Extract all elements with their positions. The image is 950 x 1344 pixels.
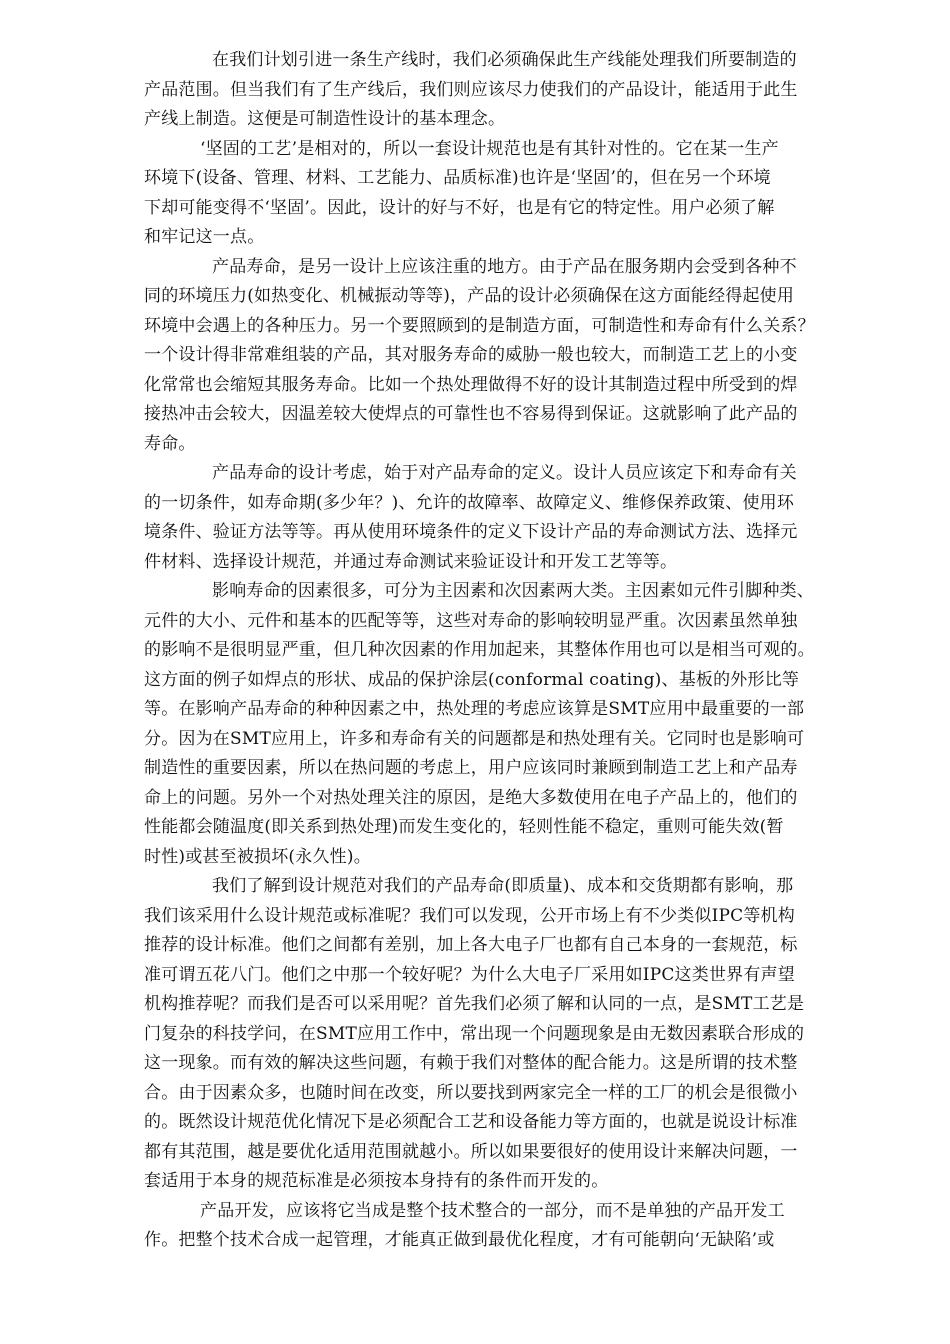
text-line: 我们了解到设计规范对我们的产品寿命(即质量)、成本和交货期都有影响，那: [212, 876, 794, 896]
text-line: 命上的问题。另外一个对热处理关注的原因，是绝大多数使用在电子产品上的，他们的: [144, 787, 798, 808]
text-line: 产品寿命的设计考虑，始于对产品寿命的定义。设计人员应该定下和寿命有关: [212, 463, 797, 483]
text-line: ‘坚固的工艺’是相对的，所以一套设计规范也是有其针对性的。它在某一生产: [200, 138, 779, 159]
text-line: 推荐的设计标准。他们之间都有差别，加上各大电子厂也都有自己本身的一套规范，标: [144, 935, 798, 955]
text-line: 的影响不是很明显严重，但几种次因素的作用加起来，其整体作用也可以是相当可观的。: [144, 640, 815, 660]
body-text: [144, 46, 874, 1256]
text-line: 等。在影响产品寿命的种种因素之中，热处理的考虑应该算是SMT应用中最重要的一部: [144, 699, 805, 719]
text-line: 同的环境压力(如热变化、机械振动等等)，产品的设计必须确保在这方面能经得起使用: [144, 286, 795, 306]
text-line: 境条件、验证方法等等。再从使用环境条件的定义下设计产品的寿命测试方法、选择元: [144, 522, 798, 542]
text-line: 下却可能变得不‘坚固’。因此，设计的好与不好，也是有它的特定性。用户必须了解: [144, 197, 775, 218]
paragraph-product-development: [144, 1197, 874, 1256]
text-line: 套适用于本身的规范标准是必须按本身持有的条件而开发的。: [144, 1171, 609, 1191]
text-line: 一个设计得非常难组装的产品，其对服务寿命的威胁一般也较大，而制造工艺上的小变: [144, 345, 798, 365]
paragraph-product-life: [144, 253, 874, 460]
text-line: 这方面的例子如焊点的形状、成品的保护涂层(conformal coating)、基板的外形比等: [144, 669, 800, 690]
text-line: 寿命。: [144, 433, 196, 454]
text-line: 机构推荐呢？而我们是否可以采用呢？首先我们必须了解和认同的一点，是SMT工艺是: [144, 994, 805, 1014]
text-line: 都有其范围，越是要优化适用范围就越小。所以如果要很好的使用设计来解决问题，一: [144, 1141, 798, 1162]
paragraph-life-factors: [144, 577, 874, 872]
text-line: 产品开发，应该将它当成是整个技术整合的一部分，而不是单独的产品开发工: [200, 1200, 785, 1221]
text-line: 时性)或甚至被损坏(永久性)。: [144, 846, 371, 867]
text-line: 我们该采用什么设计规范或标准呢？我们可以发现，公开市场上有不少类似IPC等机构: [144, 905, 795, 926]
text-line: 影响寿命的因素很多，可分为主因素和次因素两大类。主因素如元件引脚种类、: [212, 581, 814, 601]
paragraph-life-design-definition: [144, 459, 874, 577]
text-line: 的一切条件，如寿命期(多少年？)、允许的故障率、故障定义、维修保养政策、使用环: [144, 492, 795, 513]
text-line: 准可谓五花八门。他们之中那一个较好呢？为什么大电子厂采用如IPC这类世界有声望: [144, 964, 795, 985]
text-line: 制造性的重要因素，所以在热问题的考虑上，用户应该同时兼顾到制造工艺上和产品寿: [144, 758, 798, 778]
text-line: 环境中会遇上的各种压力。另一个要照顾到的是制造方面，可制造性和寿命有什么关系？: [144, 315, 815, 336]
text-line: 和牢记这一点。: [144, 227, 265, 247]
text-line: 件材料、选择设计规范，并通过寿命测试来验证设计和开发工艺等等。: [144, 551, 678, 572]
text-line: 环境下(设备、管理、材料、工艺能力、品质标准)也许是‘坚固’的，但在另一个环境: [144, 168, 771, 188]
text-line: 产品寿命，是另一设计上应该注重的地方。由于产品在服务期内会受到各种不: [212, 256, 797, 277]
text-line: 化常常也会缩短其服务寿命。比如一个热处理做得不好的设计其制造过程中所受到的焊: [144, 374, 798, 395]
text-line: 性能都会随温度(即关系到热处理)而发生变化的，轻则性能不稳定，重则可能失效(暂: [144, 817, 784, 837]
paragraph-robust-process: [144, 135, 874, 253]
text-line: 元件的大小、元件和基本的匹配等等，这些对寿命的影响较明显严重。次因素虽然单独: [144, 610, 798, 631]
text-line: 接热冲击会较大，因温差较大使焊点的可靠性也不容易得到保证。这就影响了此产品的: [144, 404, 798, 424]
text-line: 作。把整个技术合成一起管理，才能真正做到最优化程度，才有可能朝向‘无缺陷’或: [144, 1230, 775, 1250]
text-line: 产线上制造。这便是可制造性设计的基本理念。: [144, 109, 506, 129]
text-line: 分。因为在SMT应用上，许多和寿命有关的问题都是和热处理有关。它同时也是影响可: [144, 728, 805, 749]
text-line: 这一现象。而有效的解决这些问题，有赖于我们对整体的配合能力。这是所谓的技术整: [144, 1053, 798, 1073]
text-line: 门复杂的科技学问，在SMT应用工作中，常出现一个问题现象是由无数因素联合形成的: [144, 1023, 805, 1044]
paragraph-manufacturability-concept: [144, 46, 874, 135]
paragraph-design-standards: [144, 872, 874, 1197]
text-line: 合。由于因素众多，也随时间在改变，所以要找到两家完全一样的工厂的机会是很微小: [144, 1082, 798, 1103]
text-line: 产品范围。但当我们有了生产线后，我们则应该尽力使我们的产品设计，能适用于此生: [144, 79, 798, 100]
text-line: 的。既然设计规范优化情况下是必须配合工艺和设备能力等方面的，也就是说设计标准: [144, 1112, 798, 1132]
text-line: 在我们计划引进一条生产线时，我们必须确保此生产线能处理我们所要制造的: [212, 50, 797, 70]
